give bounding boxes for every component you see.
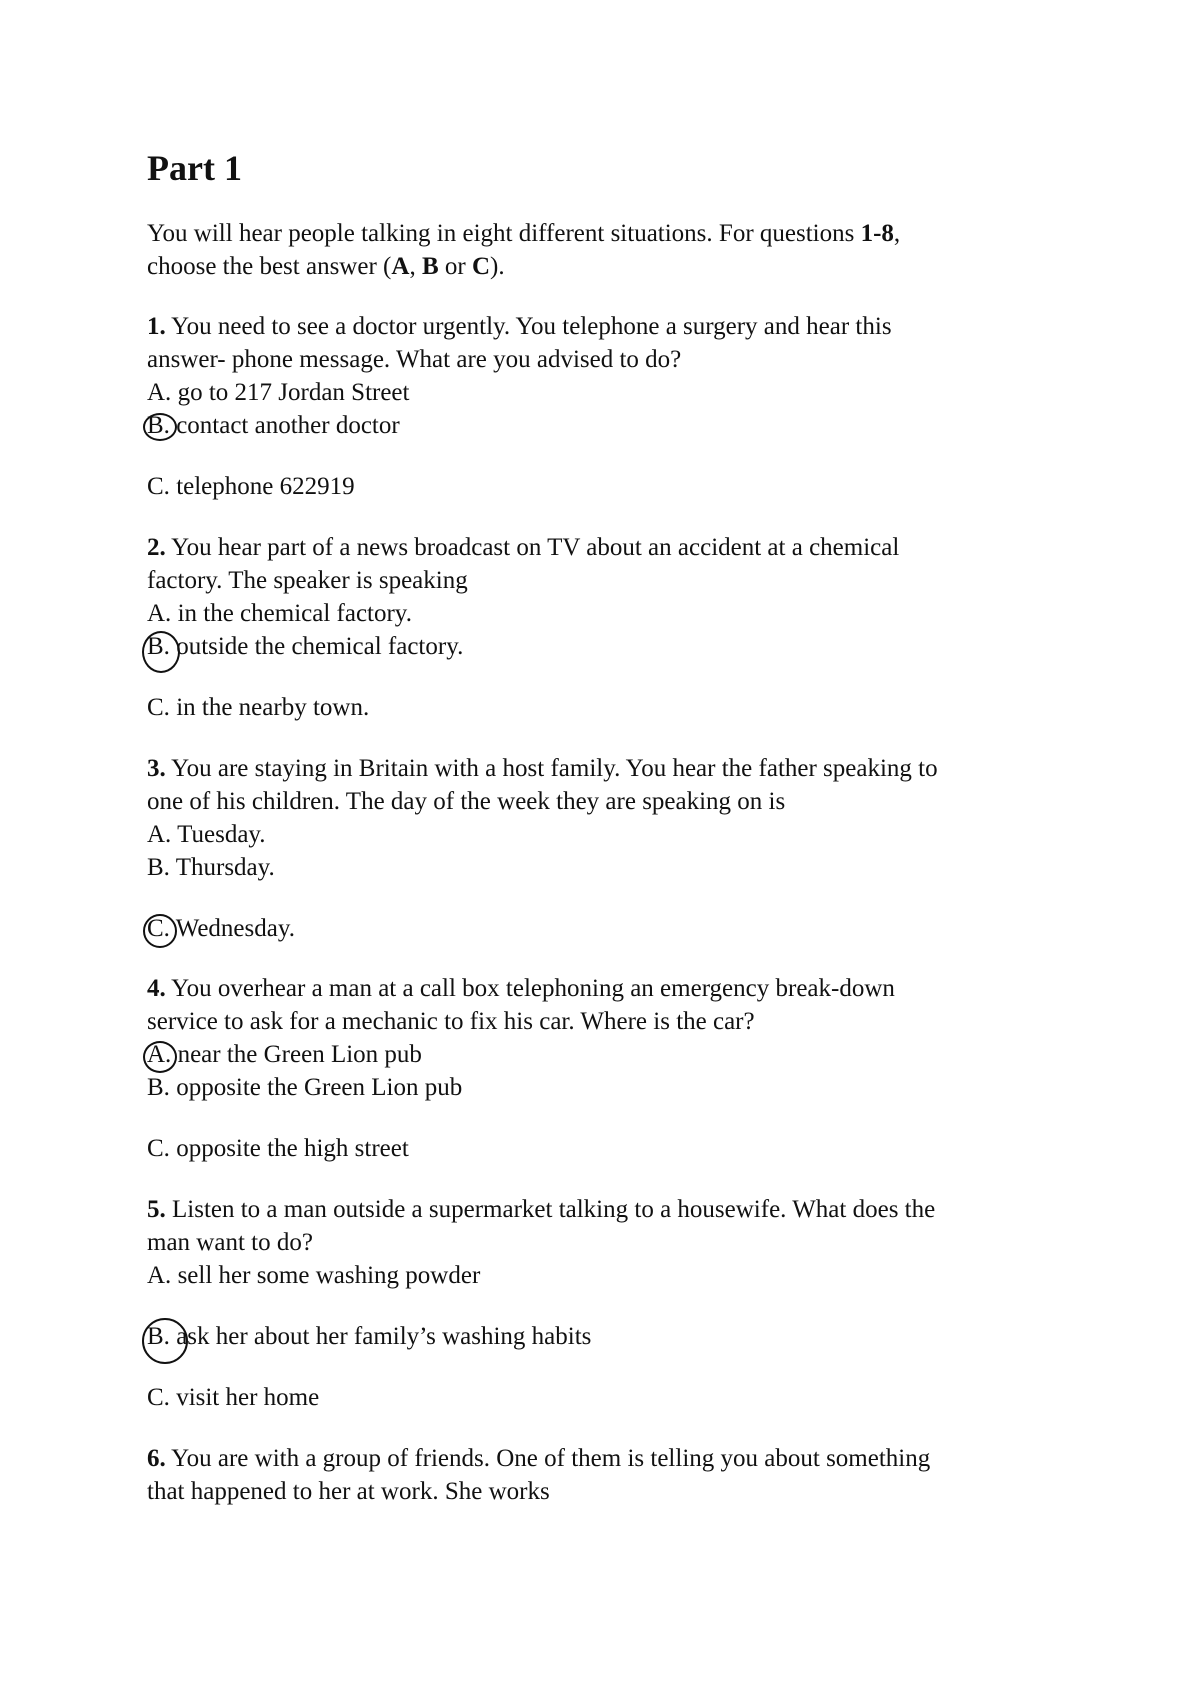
option-letter: A. [147,821,172,848]
question-text: man want to do? [147,1229,313,1256]
option-text: in the chemical factory. [171,600,412,627]
question-2-line-2 [147,565,468,597]
question-text: answer- phone message. What are you advised to do? [147,346,682,373]
circled-answer [147,631,170,663]
circled-answer [147,1039,171,1071]
question-4-option-b [147,1072,462,1104]
question-2-option-c [147,692,369,724]
question-3-option-b [147,852,275,884]
option-text: Tuesday. [171,821,266,848]
answer-letter-a: A [391,253,410,280]
option-letter: A. [147,1041,172,1068]
option-letter: A. [147,1262,172,1289]
question-3-line-1 [147,753,938,785]
option-letter: C. [147,915,170,942]
question-text: service to ask for a mechanic to fix his car. Where is the car? [147,1008,755,1035]
option-text: sell her some washing powder [171,1262,481,1289]
instructions-text: or [438,253,472,280]
question-5-option-b [147,1321,591,1353]
option-text: Thursday. [169,854,275,881]
question-1-option-a [147,377,409,409]
option-text: opposite the high street [169,1135,409,1162]
option-text: visit her home [169,1384,320,1411]
question-5-option-c [147,1382,319,1414]
option-letter: C. [147,694,170,721]
answer-letter-b: B [421,253,439,280]
option-letter: C. [147,1384,170,1411]
circled-answer [147,913,170,945]
question-4-line-2 [147,1006,755,1038]
question-1-option-b [147,410,400,442]
option-text: in the nearby town. [169,694,370,721]
question-1-line-1 [147,311,892,343]
question-number: 4. [147,975,166,1002]
instructions-text: ). [490,253,505,280]
option-letter: C. [147,473,170,500]
question-number: 5. [147,1196,166,1223]
question-3-option-c [147,913,295,945]
question-number: 6. [147,1445,166,1472]
instructions-text: choose the best answer ( [147,253,392,280]
question-number: 3. [147,755,166,782]
option-letter: C. [147,1135,170,1162]
question-2-option-b [147,631,463,663]
question-4-option-c [147,1133,409,1165]
question-4-line-1 [147,973,895,1005]
option-letter: A. [147,600,172,627]
question-text: Listen to a man outside a supermarket talking to a housewife. What does the [165,1196,936,1223]
question-2-option-a [147,598,412,630]
question-text: You are staying in Britain with a host family. You hear the father speaking to [165,755,938,782]
option-letter: A. [147,379,172,406]
question-3-option-a [147,819,266,851]
question-6-line-2 [147,1476,550,1508]
question-text: that happened to her at work. She works [147,1478,550,1505]
page-title: Part 1 [147,148,242,188]
instructions-text: , [893,220,901,247]
question-6-line-1 [147,1443,930,1475]
option-text: go to 217 Jordan Street [171,379,410,406]
option-letter: B. [147,633,170,660]
instructions-line-2 [147,251,505,283]
question-text: You are with a group of friends. One of them is telling you about something [165,1445,931,1472]
question-4-option-a [147,1039,422,1071]
option-letter: B. [147,1323,170,1350]
question-5-line-1 [147,1194,935,1226]
instructions-line-1 [147,218,900,250]
question-text: factory. The speaker is speaking [147,567,468,594]
question-text: You overhear a man at a call box telephoning an emergency break-down [165,975,895,1002]
option-text: telephone 622919 [169,473,355,500]
option-text: ask her about her family’s washing habits [169,1323,592,1350]
question-1-option-c [147,471,355,503]
option-text: opposite the Green Lion pub [169,1074,463,1101]
question-number: 2. [147,534,166,561]
question-text: You hear part of a news broadcast on TV about an accident at a chemical [165,534,900,561]
option-text: Wednesday. [169,915,295,942]
instructions-text: You will hear people talking in eight different situations. For questions [147,220,861,247]
option-text: near the Green Lion pub [171,1041,422,1068]
question-number: 1. [147,313,166,340]
option-letter: B. [147,1074,170,1101]
question-text: one of his children. The day of the week they are speaking on is [147,788,786,815]
question-3-line-2 [147,786,785,818]
question-5-option-a [147,1260,480,1292]
option-letter: B. [147,412,170,439]
circled-answer [147,410,170,442]
circled-answer [147,1321,170,1353]
instructions-text: , [409,253,422,280]
option-letter: B. [147,854,170,881]
question-2-line-1 [147,532,899,564]
question-range: 1-8 [860,220,894,247]
option-text: outside the chemical factory. [169,633,464,660]
answer-letter-c: C [471,253,491,280]
question-5-line-2 [147,1227,313,1259]
question-text: You need to see a doctor urgently. You telephone a surgery and hear this [165,313,892,340]
question-1-line-2 [147,344,681,376]
option-text: contact another doctor [169,412,400,439]
